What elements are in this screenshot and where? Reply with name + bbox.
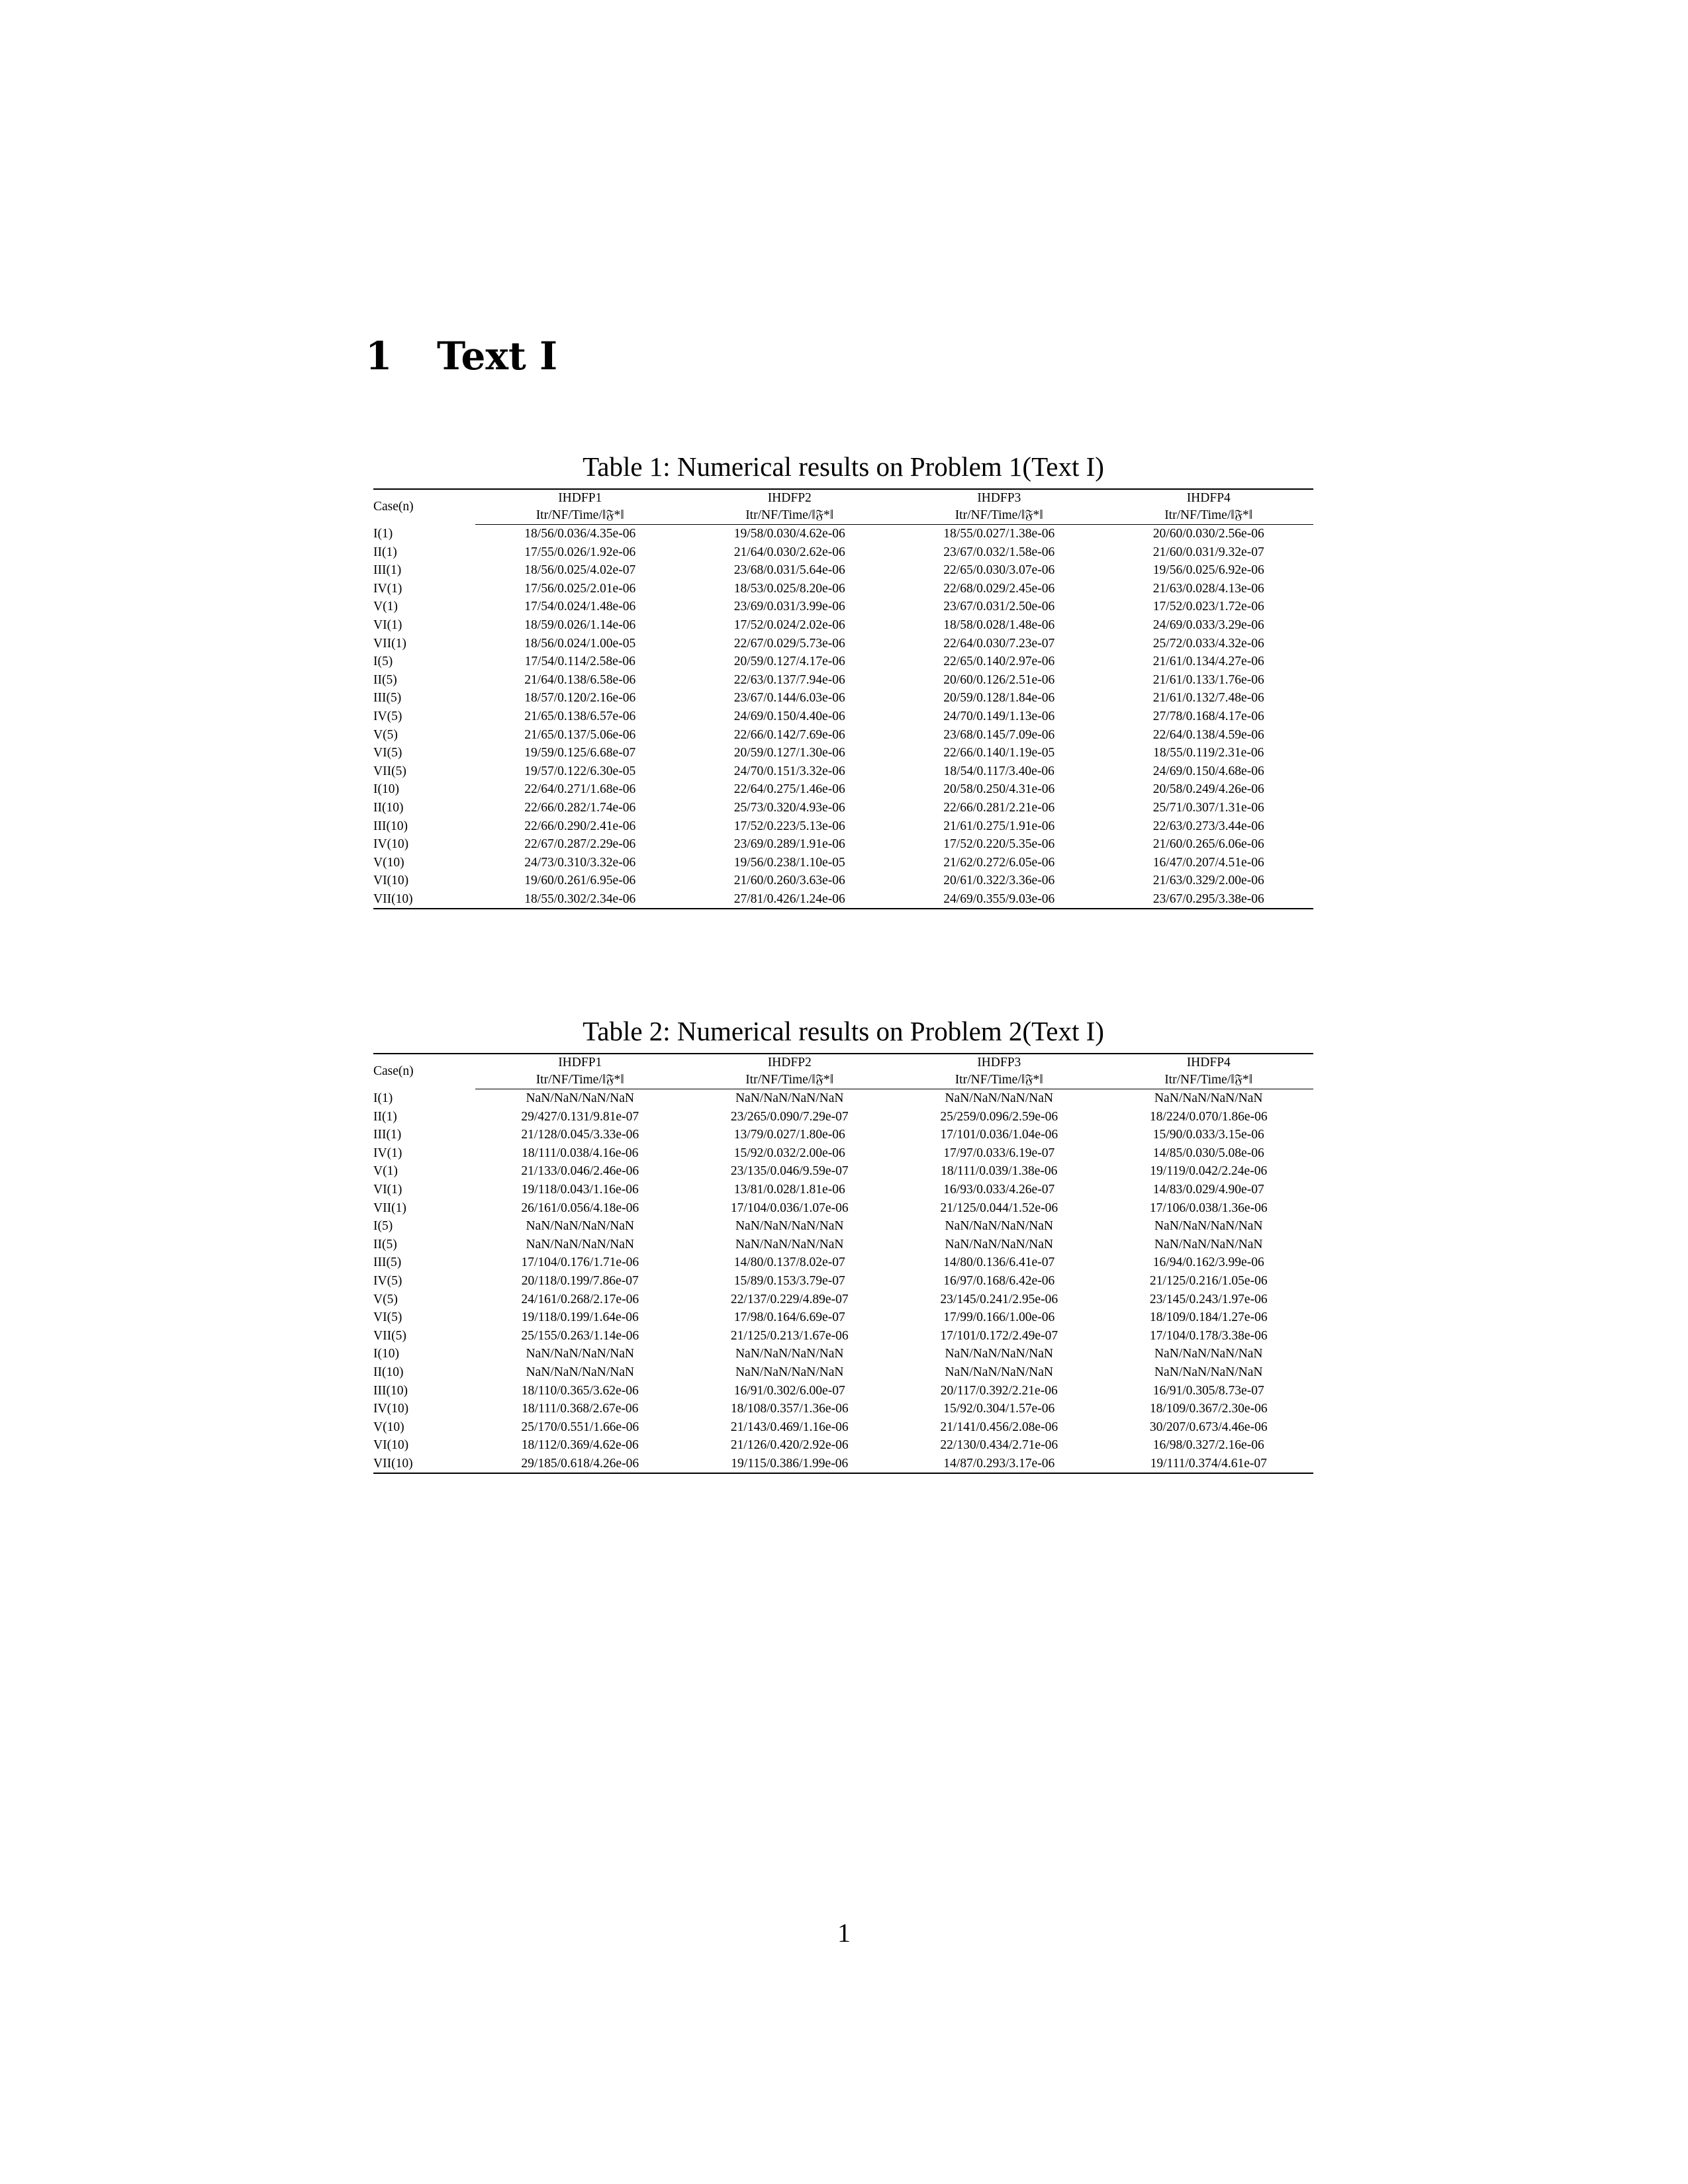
result-cell: 21/64/0.030/2.62e-06 [733, 545, 845, 559]
result-cell: 18/55/0.027/1.38e-06 [943, 527, 1055, 541]
result-cell: 24/70/0.151/3.32e-06 [733, 764, 845, 778]
table-row [373, 1253, 1313, 1272]
header-row-methods [373, 1054, 1313, 1071]
table-row [373, 744, 1313, 762]
result-cell: 18/224/0.070/1.86e-06 [1149, 1109, 1268, 1124]
result-cell: 18/108/0.357/1.36e-06 [730, 1402, 849, 1416]
result-cell: 16/93/0.033/4.26e-07 [943, 1182, 1055, 1197]
case-cell: I(10) [373, 1347, 399, 1361]
result-cell: 22/68/0.029/2.45e-06 [943, 581, 1055, 596]
result-cell: 21/125/0.213/1.67e-06 [730, 1328, 849, 1343]
result-cell: 24/70/0.149/1.13e-06 [943, 709, 1055, 723]
result-cell: 22/137/0.229/4.89e-07 [730, 1292, 849, 1306]
result-cell: 24/161/0.268/2.17e-06 [521, 1292, 639, 1306]
case-cell: VII(1) [373, 636, 406, 651]
table-row [373, 653, 1313, 671]
table-row [373, 1363, 1313, 1382]
result-cell: 21/63/0.329/2.00e-06 [1152, 874, 1264, 888]
result-cell: 21/65/0.138/6.57e-06 [524, 709, 636, 723]
result-cell: 27/78/0.168/4.17e-06 [1152, 709, 1264, 723]
result-cell: 19/60/0.261/6.95e-06 [524, 874, 636, 888]
metric-subheader: Itr/NF/Time/‖𝔉*‖ [1104, 507, 1314, 525]
case-cell: VI(1) [373, 617, 402, 632]
table-row [373, 580, 1313, 598]
table-row [373, 1291, 1313, 1309]
result-cell: NaN/NaN/NaN/NaN [1154, 1219, 1263, 1234]
table-1 [373, 488, 1313, 909]
table-row [373, 1455, 1313, 1474]
result-cell: 19/56/0.025/6.92e-06 [1152, 563, 1264, 578]
metric-subheader: Itr/NF/Time/‖𝔉*‖ [685, 1071, 895, 1089]
case-cell: VI(10) [373, 1438, 409, 1453]
result-cell: 17/99/0.166/1.00e-06 [943, 1310, 1055, 1325]
table-row [373, 854, 1313, 872]
result-cell: NaN/NaN/NaN/NaN [735, 1237, 844, 1251]
case-cell: VI(5) [373, 1310, 402, 1325]
result-cell: NaN/NaN/NaN/NaN [945, 1365, 1054, 1379]
result-cell: 25/72/0.033/4.32e-06 [1152, 636, 1264, 651]
result-cell: NaN/NaN/NaN/NaN [526, 1365, 635, 1379]
table-row [373, 1181, 1313, 1199]
result-cell: 22/66/0.282/1.74e-06 [524, 800, 636, 815]
result-cell: 17/97/0.033/6.19e-07 [943, 1146, 1055, 1160]
result-cell: 21/128/0.045/3.33e-06 [521, 1128, 639, 1142]
result-cell: 14/87/0.293/3.17e-06 [943, 1456, 1055, 1471]
result-cell: 18/110/0.365/3.62e-06 [521, 1383, 639, 1398]
table-row [373, 1345, 1313, 1363]
result-cell: 19/111/0.374/4.61e-07 [1150, 1456, 1267, 1471]
table-row [373, 1400, 1313, 1418]
result-cell: 22/67/0.029/5.73e-06 [733, 636, 845, 651]
case-cell: VI(1) [373, 1182, 402, 1197]
table-row [373, 525, 1313, 543]
table-row [373, 616, 1313, 635]
result-cell: 18/56/0.036/4.35e-06 [524, 527, 636, 541]
table-row [373, 671, 1313, 690]
case-cell: IV(10) [373, 1402, 409, 1416]
result-cell: NaN/NaN/NaN/NaN [945, 1219, 1054, 1234]
table-2-block [373, 1015, 1313, 1474]
result-cell: 18/56/0.025/4.02e-07 [524, 563, 636, 578]
metric-subheader: Itr/NF/Time/‖𝔉*‖ [894, 1071, 1104, 1089]
result-cell: 17/56/0.025/2.01e-06 [524, 581, 636, 596]
table-row [373, 1089, 1313, 1108]
result-cell: 19/58/0.030/4.62e-06 [733, 527, 845, 541]
result-cell: 20/58/0.249/4.26e-06 [1152, 782, 1264, 797]
result-cell: 23/69/0.289/1.91e-06 [733, 837, 845, 852]
result-cell: 22/66/0.290/2.41e-06 [524, 819, 636, 833]
case-cell: IV(1) [373, 581, 402, 596]
result-cell: 16/47/0.207/4.51e-06 [1152, 855, 1264, 870]
method-header: IHDFP1 [558, 491, 602, 505]
result-cell: 23/68/0.145/7.09e-06 [943, 727, 1055, 742]
table-row [373, 1162, 1313, 1181]
case-cell: V(5) [373, 727, 398, 742]
method-header: IHDFP2 [767, 1056, 812, 1069]
result-cell: 22/65/0.140/2.97e-06 [943, 655, 1055, 669]
result-cell: 16/97/0.168/6.42e-06 [943, 1273, 1055, 1288]
result-cell: 18/111/0.368/2.67e-06 [522, 1402, 639, 1416]
result-cell: 20/59/0.127/4.17e-06 [733, 655, 845, 669]
result-cell: 18/57/0.120/2.16e-06 [524, 691, 636, 705]
table-row [373, 890, 1313, 909]
result-cell: 30/207/0.673/4.46e-06 [1149, 1420, 1268, 1434]
result-cell: 19/118/0.199/1.64e-06 [521, 1310, 639, 1325]
table-row [373, 1308, 1313, 1327]
result-cell: 20/117/0.392/2.21e-06 [940, 1383, 1058, 1398]
result-cell: 18/59/0.026/1.14e-06 [524, 617, 636, 632]
result-cell: 14/80/0.136/6.41e-07 [943, 1255, 1055, 1270]
table-row [373, 762, 1313, 781]
table-1-block [373, 450, 1313, 909]
method-header: IHDFP3 [977, 491, 1021, 505]
result-cell: 17/52/0.220/5.35e-06 [943, 837, 1055, 852]
section-number: 1 [365, 334, 393, 379]
result-cell: 21/133/0.046/2.46e-06 [521, 1164, 639, 1179]
result-cell: NaN/NaN/NaN/NaN [735, 1365, 844, 1379]
result-cell: 21/125/0.044/1.52e-06 [940, 1201, 1058, 1215]
result-cell: 22/64/0.271/1.68e-06 [524, 782, 636, 797]
result-cell: 14/80/0.137/8.02e-07 [733, 1255, 845, 1270]
table-row [373, 543, 1313, 562]
case-cell: III(5) [373, 691, 402, 705]
result-cell: 23/135/0.046/9.59e-07 [730, 1164, 849, 1179]
method-header: IHDFP2 [767, 491, 812, 505]
result-cell: 22/65/0.030/3.07e-06 [943, 563, 1055, 578]
result-cell: 16/98/0.327/2.16e-06 [1152, 1438, 1264, 1453]
result-cell: 17/55/0.026/1.92e-06 [524, 545, 636, 559]
result-cell: 17/54/0.024/1.48e-06 [524, 600, 636, 614]
case-cell: III(10) [373, 819, 408, 833]
result-cell: NaN/NaN/NaN/NaN [1154, 1347, 1263, 1361]
method-header: IHDFP4 [1186, 491, 1231, 505]
table-row [373, 1236, 1313, 1254]
result-cell: 18/53/0.025/8.20e-06 [733, 581, 845, 596]
case-cell: III(10) [373, 1383, 408, 1398]
result-cell: 18/58/0.028/1.48e-06 [943, 617, 1055, 632]
result-cell: 25/73/0.320/4.93e-06 [733, 800, 845, 815]
result-cell: 17/104/0.036/1.07e-06 [730, 1201, 849, 1215]
result-cell: 23/67/0.144/6.03e-06 [733, 691, 845, 705]
result-cell: 14/85/0.030/5.08e-06 [1152, 1146, 1264, 1160]
metric-subheader: Itr/NF/Time/‖𝔉*‖ [894, 507, 1104, 525]
header-row-metrics [373, 507, 1313, 525]
case-cell: VI(5) [373, 746, 402, 760]
table-row [373, 1418, 1313, 1437]
table-row [373, 1436, 1313, 1455]
case-cell: IV(5) [373, 1273, 402, 1288]
result-cell: NaN/NaN/NaN/NaN [526, 1091, 635, 1105]
case-cell: II(5) [373, 672, 397, 687]
result-cell: 15/90/0.033/3.15e-06 [1152, 1128, 1264, 1142]
result-cell: 20/60/0.126/2.51e-06 [943, 672, 1055, 687]
result-cell: 22/64/0.275/1.46e-06 [733, 782, 845, 797]
metric-subheader: Itr/NF/Time/‖𝔉*‖ [475, 1071, 685, 1089]
table-row [373, 726, 1313, 745]
result-cell: 20/118/0.199/7.86e-07 [521, 1273, 639, 1288]
result-cell: 23/69/0.031/3.99e-06 [733, 600, 845, 614]
result-cell: 21/63/0.028/4.13e-06 [1152, 581, 1264, 596]
result-cell: 21/60/0.260/3.63e-06 [733, 874, 845, 888]
result-cell: 16/91/0.305/8.73e-07 [1152, 1383, 1264, 1398]
result-cell: 17/104/0.178/3.38e-06 [1149, 1328, 1268, 1343]
result-cell: NaN/NaN/NaN/NaN [1154, 1237, 1263, 1251]
result-cell: 21/61/0.132/7.48e-06 [1152, 691, 1264, 705]
result-cell: 19/119/0.042/2.24e-06 [1150, 1164, 1268, 1179]
result-cell: 17/104/0.176/1.71e-06 [521, 1255, 639, 1270]
case-cell: IV(10) [373, 837, 409, 852]
result-cell: NaN/NaN/NaN/NaN [735, 1219, 844, 1234]
result-cell: 21/61/0.133/1.76e-06 [1152, 672, 1264, 687]
table-row [373, 1217, 1313, 1236]
result-cell: 18/109/0.184/1.27e-06 [1149, 1310, 1268, 1325]
result-cell: 14/83/0.029/4.90e-07 [1152, 1182, 1264, 1197]
result-cell: 23/68/0.031/5.64e-06 [733, 563, 845, 578]
result-cell: 20/59/0.128/1.84e-06 [943, 691, 1055, 705]
result-cell: 26/161/0.056/4.18e-06 [521, 1201, 639, 1215]
result-cell: NaN/NaN/NaN/NaN [735, 1347, 844, 1361]
case-cell: I(5) [373, 655, 393, 669]
table-2 [373, 1053, 1313, 1474]
case-cell: VI(10) [373, 874, 409, 888]
result-cell: 29/185/0.618/4.26e-06 [521, 1456, 639, 1471]
table-row [373, 780, 1313, 799]
case-cell: I(1) [373, 1091, 393, 1105]
case-cell: IV(5) [373, 709, 402, 723]
result-cell: 18/109/0.367/2.30e-06 [1149, 1402, 1268, 1416]
result-cell: 21/141/0.456/2.08e-06 [940, 1420, 1058, 1434]
result-cell: 15/92/0.032/2.00e-06 [733, 1146, 845, 1160]
table-row [373, 707, 1313, 726]
case-cell: V(10) [373, 855, 404, 870]
result-cell: 23/265/0.090/7.29e-07 [730, 1109, 849, 1124]
case-cell: II(5) [373, 1237, 397, 1251]
case-cell: III(1) [373, 563, 402, 578]
result-cell: 19/118/0.043/1.16e-06 [521, 1182, 639, 1197]
result-cell: NaN/NaN/NaN/NaN [1154, 1091, 1263, 1105]
table-row [373, 1382, 1313, 1400]
result-cell: NaN/NaN/NaN/NaN [1154, 1365, 1263, 1379]
result-cell: 21/65/0.137/5.06e-06 [524, 727, 636, 742]
result-cell: 18/55/0.302/2.34e-06 [524, 891, 636, 906]
case-cell: VII(5) [373, 1328, 406, 1343]
table-1-body [373, 525, 1313, 909]
case-column-header: Case(n) [373, 1064, 414, 1079]
result-cell: 25/259/0.096/2.59e-06 [940, 1109, 1058, 1124]
case-cell: I(1) [373, 526, 393, 541]
metric-subheader: Itr/NF/Time/‖𝔉*‖ [1104, 1071, 1314, 1089]
result-cell: 24/69/0.150/4.68e-06 [1152, 764, 1264, 778]
case-cell: I(5) [373, 1219, 393, 1234]
result-cell: 21/62/0.272/6.05e-06 [943, 855, 1055, 870]
result-cell: NaN/NaN/NaN/NaN [526, 1219, 635, 1234]
case-column-header: Case(n) [373, 500, 414, 514]
section-heading [365, 333, 557, 379]
result-cell: 23/67/0.295/3.38e-06 [1152, 891, 1264, 906]
case-cell: III(1) [373, 1128, 402, 1142]
table-row [373, 799, 1313, 817]
case-cell: VII(1) [373, 1201, 406, 1215]
table-row [373, 1108, 1313, 1126]
result-cell: 18/55/0.119/2.31e-06 [1153, 746, 1264, 760]
table-row [373, 1199, 1313, 1218]
table-row [373, 561, 1313, 580]
result-cell: 24/69/0.355/9.03e-06 [943, 891, 1055, 906]
table-row [373, 598, 1313, 616]
result-cell: 18/56/0.024/1.00e-05 [524, 636, 636, 651]
result-cell: 15/89/0.153/3.79e-07 [733, 1273, 845, 1288]
result-cell: 16/94/0.162/3.99e-06 [1152, 1255, 1264, 1270]
result-cell: 21/60/0.031/9.32e-07 [1152, 545, 1264, 559]
result-cell: 18/112/0.369/4.62e-06 [521, 1438, 639, 1453]
result-cell: 20/60/0.030/2.56e-06 [1152, 527, 1264, 541]
result-cell: 25/170/0.551/1.66e-06 [521, 1420, 639, 1434]
result-cell: 21/61/0.275/1.91e-06 [943, 819, 1055, 833]
result-cell: 17/52/0.024/2.02e-06 [733, 617, 845, 632]
result-cell: NaN/NaN/NaN/NaN [526, 1237, 635, 1251]
result-cell: 24/73/0.310/3.32e-06 [524, 855, 636, 870]
case-cell: V(1) [373, 1164, 398, 1179]
case-cell: VII(5) [373, 764, 406, 778]
case-cell: II(10) [373, 1365, 404, 1379]
result-cell: 19/59/0.125/6.68e-07 [524, 746, 636, 760]
result-cell: 17/54/0.114/2.58e-06 [524, 655, 635, 669]
result-cell: 17/52/0.223/5.13e-06 [733, 819, 845, 833]
result-cell: 21/126/0.420/2.92e-06 [730, 1438, 849, 1453]
result-cell: 13/81/0.028/1.81e-06 [733, 1182, 845, 1197]
result-cell: 20/61/0.322/3.36e-06 [943, 874, 1055, 888]
table-row [373, 817, 1313, 836]
result-cell: 17/52/0.023/1.72e-06 [1152, 600, 1264, 614]
method-header: IHDFP3 [977, 1056, 1021, 1069]
table-row [373, 1327, 1313, 1345]
case-cell: II(1) [373, 545, 397, 559]
metric-subheader: Itr/NF/Time/‖𝔉*‖ [475, 507, 685, 525]
case-cell: VII(10) [373, 891, 413, 906]
result-cell: NaN/NaN/NaN/NaN [945, 1237, 1054, 1251]
case-cell: V(1) [373, 600, 398, 614]
result-cell: 23/145/0.241/2.95e-06 [940, 1292, 1058, 1306]
result-cell: 22/66/0.140/1.19e-05 [943, 746, 1055, 760]
result-cell: 23/67/0.032/1.58e-06 [943, 545, 1055, 559]
result-cell: NaN/NaN/NaN/NaN [735, 1091, 844, 1105]
table-row [373, 635, 1313, 653]
result-cell: 16/91/0.302/6.00e-07 [733, 1383, 845, 1398]
result-cell: 19/57/0.122/6.30e-05 [524, 764, 636, 778]
case-cell: V(5) [373, 1292, 398, 1306]
result-cell: 18/111/0.038/4.16e-06 [522, 1146, 639, 1160]
table-row [373, 872, 1313, 890]
result-cell: 17/106/0.038/1.36e-06 [1149, 1201, 1268, 1215]
header-row-metrics [373, 1071, 1313, 1089]
result-cell: 17/101/0.036/1.04e-06 [940, 1128, 1058, 1142]
page-number: 1 [837, 1918, 851, 1948]
case-cell: VII(10) [373, 1456, 413, 1471]
result-cell: 13/79/0.027/1.80e-06 [733, 1128, 845, 1142]
result-cell: 25/71/0.307/1.31e-06 [1152, 800, 1264, 815]
metric-subheader: Itr/NF/Time/‖𝔉*‖ [685, 507, 895, 525]
result-cell: 17/98/0.164/6.69e-07 [733, 1310, 845, 1325]
result-cell: 21/60/0.265/6.06e-06 [1152, 837, 1264, 852]
table-1-caption: Table 1: Numerical results on Problem 1(Text I) [583, 451, 1104, 482]
case-cell: IV(1) [373, 1146, 402, 1160]
result-cell: 21/61/0.134/4.27e-06 [1152, 655, 1264, 669]
table-row [373, 835, 1313, 854]
result-cell: 22/130/0.434/2.71e-06 [940, 1438, 1058, 1453]
result-cell: 23/145/0.243/1.97e-06 [1149, 1292, 1268, 1306]
method-header: IHDFP1 [558, 1056, 602, 1069]
result-cell: 25/155/0.263/1.14e-06 [521, 1328, 639, 1343]
result-cell: 22/64/0.138/4.59e-06 [1152, 727, 1264, 742]
result-cell: NaN/NaN/NaN/NaN [526, 1347, 635, 1361]
result-cell: 22/66/0.142/7.69e-06 [733, 727, 845, 742]
table-row [373, 689, 1313, 707]
case-cell: II(1) [373, 1109, 397, 1124]
result-cell: 20/58/0.250/4.31e-06 [943, 782, 1055, 797]
result-cell: NaN/NaN/NaN/NaN [945, 1091, 1054, 1105]
result-cell: 21/125/0.216/1.05e-06 [1149, 1273, 1268, 1288]
result-cell: 18/54/0.117/3.40e-06 [943, 764, 1055, 778]
result-cell: 20/59/0.127/1.30e-06 [733, 746, 845, 760]
table-row [373, 1144, 1313, 1163]
table-2-body [373, 1089, 1313, 1474]
result-cell: NaN/NaN/NaN/NaN [945, 1347, 1054, 1361]
result-cell: 22/67/0.287/2.29e-06 [524, 837, 636, 852]
result-cell: 23/67/0.031/2.50e-06 [943, 600, 1055, 614]
table-2-caption: Table 2: Numerical results on Problem 2(Text I) [583, 1016, 1104, 1046]
case-cell: V(10) [373, 1420, 404, 1434]
result-cell: 22/63/0.273/3.44e-06 [1152, 819, 1264, 833]
result-cell: 29/427/0.131/9.81e-07 [521, 1109, 639, 1124]
result-cell: 24/69/0.033/3.29e-06 [1152, 617, 1264, 632]
result-cell: 22/64/0.030/7.23e-07 [943, 636, 1055, 651]
result-cell: 24/69/0.150/4.40e-06 [733, 709, 845, 723]
result-cell: 17/101/0.172/2.49e-07 [940, 1328, 1058, 1343]
result-cell: 27/81/0.426/1.24e-06 [733, 891, 845, 906]
result-cell: 19/56/0.238/1.10e-05 [733, 855, 845, 870]
section-title: Text I [437, 334, 558, 379]
method-header: IHDFP4 [1186, 1056, 1231, 1069]
case-cell: I(10) [373, 782, 399, 797]
header-row-methods [373, 489, 1313, 507]
result-cell: 22/66/0.281/2.21e-06 [943, 800, 1055, 815]
case-cell: II(10) [373, 800, 404, 815]
case-cell: III(5) [373, 1255, 402, 1270]
result-cell: 18/111/0.039/1.38e-06 [941, 1164, 1058, 1179]
result-cell: 19/115/0.386/1.99e-06 [731, 1456, 849, 1471]
table-row [373, 1126, 1313, 1144]
result-cell: 21/64/0.138/6.58e-06 [524, 672, 636, 687]
result-cell: 21/143/0.469/1.16e-06 [730, 1420, 849, 1434]
table-row [373, 1272, 1313, 1291]
result-cell: 15/92/0.304/1.57e-06 [943, 1402, 1055, 1416]
result-cell: 22/63/0.137/7.94e-06 [733, 672, 845, 687]
